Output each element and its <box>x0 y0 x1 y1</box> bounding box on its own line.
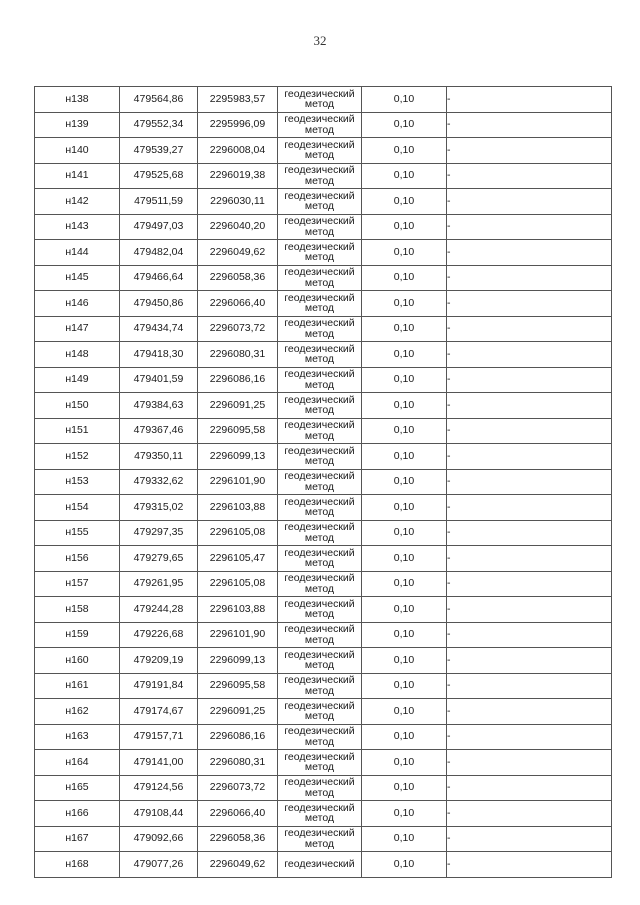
table-row <box>35 852 612 878</box>
point-id-cell: н162 <box>35 699 120 725</box>
method-line-2: метод <box>304 455 335 468</box>
x-coordinate-cell: 479350,11 <box>120 444 198 470</box>
note-cell: - <box>447 520 612 546</box>
method-cell <box>278 291 362 317</box>
x-coordinate-cell: 479539,27 <box>120 138 198 164</box>
method-line-2: метод <box>304 506 335 519</box>
point-id-cell: н160 <box>35 648 120 674</box>
x-coordinate-cell: 479434,74 <box>120 316 198 342</box>
table-row <box>35 112 612 138</box>
point-id-cell: н143 <box>35 214 120 240</box>
method-cell <box>278 138 362 164</box>
x-coordinate-cell: 479297,35 <box>120 520 198 546</box>
method-line-2: метод <box>304 735 335 748</box>
method-line-2: метод <box>304 98 335 111</box>
x-coordinate-cell: 479552,34 <box>120 112 198 138</box>
precision-cell: 0,10 <box>362 852 447 878</box>
note-cell: - <box>447 571 612 597</box>
table-row <box>35 240 612 266</box>
table-row <box>35 546 612 572</box>
method-cell <box>278 444 362 470</box>
precision-cell: 0,10 <box>362 520 447 546</box>
method-line-1: геодезический <box>284 342 355 355</box>
method-cell <box>278 673 362 699</box>
method-line-1: геодезический <box>284 521 355 534</box>
method-cell <box>278 189 362 215</box>
x-coordinate-cell: 479108,44 <box>120 801 198 827</box>
method-line-1: геодезический <box>284 648 355 661</box>
note-cell: - <box>447 291 612 317</box>
y-coordinate-cell: 2296099,13 <box>198 444 278 470</box>
method-cell <box>278 546 362 572</box>
y-coordinate-cell: 2296066,40 <box>198 291 278 317</box>
method-line-1: геодезический <box>284 444 355 457</box>
point-id-cell: н163 <box>35 724 120 750</box>
precision-cell: 0,10 <box>362 724 447 750</box>
y-coordinate-cell: 2296080,31 <box>198 342 278 368</box>
y-coordinate-cell: 2296058,36 <box>198 265 278 291</box>
precision-cell: 0,10 <box>362 673 447 699</box>
method-cell <box>278 240 362 266</box>
method-line-1: геодезический <box>284 597 355 610</box>
method-cell <box>278 775 362 801</box>
x-coordinate-cell: 479418,30 <box>120 342 198 368</box>
table-row <box>35 316 612 342</box>
note-cell: - <box>447 316 612 342</box>
x-coordinate-cell: 479511,59 <box>120 189 198 215</box>
point-id-cell: н154 <box>35 495 120 521</box>
y-coordinate-cell: 2296030,11 <box>198 189 278 215</box>
x-coordinate-cell: 479384,63 <box>120 393 198 419</box>
note-cell: - <box>447 138 612 164</box>
method-cell <box>278 367 362 393</box>
method-cell <box>278 418 362 444</box>
method-line-1: геодезический <box>284 495 355 508</box>
method-line-1: геодезический <box>284 393 355 406</box>
y-coordinate-cell: 2296080,31 <box>198 750 278 776</box>
table-row <box>35 393 612 419</box>
note-cell: - <box>447 597 612 623</box>
table-row <box>35 673 612 699</box>
note-cell: - <box>447 750 612 776</box>
x-coordinate-cell: 479401,59 <box>120 367 198 393</box>
method-line-1: геодезический <box>284 138 355 151</box>
method-cell <box>278 214 362 240</box>
precision-cell: 0,10 <box>362 775 447 801</box>
point-id-cell: н167 <box>35 826 120 852</box>
method-line-2: метод <box>304 684 335 697</box>
method-line-2: метод <box>304 608 335 621</box>
precision-cell: 0,10 <box>362 265 447 291</box>
note-cell: - <box>447 622 612 648</box>
precision-cell: 0,10 <box>362 393 447 419</box>
note-cell: - <box>447 801 612 827</box>
x-coordinate-cell: 479564,86 <box>120 87 198 113</box>
precision-cell: 0,10 <box>362 826 447 852</box>
x-coordinate-cell: 479209,19 <box>120 648 198 674</box>
table-row <box>35 342 612 368</box>
method-line-2: метод <box>304 480 335 493</box>
precision-cell: 0,10 <box>362 240 447 266</box>
table-row <box>35 444 612 470</box>
table-row <box>35 699 612 725</box>
method-line-1: геодезический <box>284 470 355 483</box>
x-coordinate-cell: 479332,62 <box>120 469 198 495</box>
table-body <box>35 87 612 878</box>
x-coordinate-cell: 479077,26 <box>120 852 198 878</box>
note-cell: - <box>447 367 612 393</box>
method-line-1: геодезический <box>284 240 355 253</box>
method-line-2: метод <box>304 837 335 850</box>
y-coordinate-cell: 2296095,58 <box>198 418 278 444</box>
y-coordinate-cell: 2296049,62 <box>198 852 278 878</box>
table-row <box>35 571 612 597</box>
point-id-cell: н147 <box>35 316 120 342</box>
point-id-cell: н142 <box>35 189 120 215</box>
precision-cell: 0,10 <box>362 495 447 521</box>
table-row <box>35 826 612 852</box>
method-line-1: геодезический <box>284 750 355 763</box>
method-cell <box>278 826 362 852</box>
method-cell <box>278 622 362 648</box>
method-line-2: метод <box>304 761 335 774</box>
note-cell: - <box>447 112 612 138</box>
x-coordinate-cell: 479174,67 <box>120 699 198 725</box>
method-cell <box>278 801 362 827</box>
table-row <box>35 367 612 393</box>
method-line-2: метод <box>304 200 335 213</box>
y-coordinate-cell: 2296058,36 <box>198 826 278 852</box>
method-cell <box>278 750 362 776</box>
x-coordinate-cell: 479525,68 <box>120 163 198 189</box>
method-cell <box>278 393 362 419</box>
precision-cell: 0,10 <box>362 138 447 164</box>
x-coordinate-cell: 479497,03 <box>120 214 198 240</box>
x-coordinate-cell: 479092,66 <box>120 826 198 852</box>
method-line-1: геодезический <box>284 699 355 712</box>
method-line-1: геодезический <box>284 623 355 636</box>
x-coordinate-cell: 479315,02 <box>120 495 198 521</box>
table-row <box>35 469 612 495</box>
page-number: 32 <box>313 33 327 48</box>
point-id-cell: н168 <box>35 852 120 878</box>
precision-cell: 0,10 <box>362 469 447 495</box>
method-line-1: геодезический <box>284 572 355 585</box>
point-id-cell: н164 <box>35 750 120 776</box>
method-line-2: метод <box>304 710 335 723</box>
method-line-2: метод <box>304 174 335 187</box>
method-cell <box>278 495 362 521</box>
x-coordinate-cell: 479279,65 <box>120 546 198 572</box>
table-row <box>35 622 612 648</box>
point-id-cell: н146 <box>35 291 120 317</box>
precision-cell: 0,10 <box>362 87 447 113</box>
method-line-1: геодезический <box>284 419 355 432</box>
point-id-cell: н144 <box>35 240 120 266</box>
note-cell: - <box>447 342 612 368</box>
point-id-cell: н141 <box>35 163 120 189</box>
note-cell: - <box>447 673 612 699</box>
method-line-1: геодезический <box>284 725 355 738</box>
method-line-2: метод <box>304 302 335 315</box>
method-line-2: метод <box>304 123 335 136</box>
table-row <box>35 418 612 444</box>
method-line-1: геодезический <box>284 827 355 840</box>
point-id-cell: н165 <box>35 775 120 801</box>
note-cell: - <box>447 87 612 113</box>
y-coordinate-cell: 2295983,57 <box>198 87 278 113</box>
method-line-2: метод <box>304 582 335 595</box>
method-cell <box>278 597 362 623</box>
y-coordinate-cell: 2296105,08 <box>198 571 278 597</box>
method-line-1: геодезический <box>284 317 355 330</box>
method-cell <box>278 265 362 291</box>
note-cell: - <box>447 495 612 521</box>
point-id-cell: н148 <box>35 342 120 368</box>
precision-cell: 0,10 <box>362 571 447 597</box>
point-id-cell: н140 <box>35 138 120 164</box>
table-row <box>35 597 612 623</box>
y-coordinate-cell: 2296091,25 <box>198 699 278 725</box>
table-row <box>35 801 612 827</box>
method-line-2: метод <box>304 429 335 442</box>
method-line-2: метод <box>304 633 335 646</box>
y-coordinate-cell: 2296066,40 <box>198 801 278 827</box>
precision-cell: 0,10 <box>362 189 447 215</box>
x-coordinate-cell: 479141,00 <box>120 750 198 776</box>
precision-cell: 0,10 <box>362 622 447 648</box>
point-id-cell: н139 <box>35 112 120 138</box>
y-coordinate-cell: 2296049,62 <box>198 240 278 266</box>
method-cell <box>278 342 362 368</box>
method-line-2: метод <box>304 251 335 264</box>
note-cell: - <box>447 826 612 852</box>
table-row <box>35 520 612 546</box>
note-cell: - <box>447 240 612 266</box>
method-line-1: геодезический <box>284 266 355 279</box>
method-cell <box>278 699 362 725</box>
y-coordinate-cell: 2296105,47 <box>198 546 278 572</box>
precision-cell: 0,10 <box>362 699 447 725</box>
y-coordinate-cell: 2296086,16 <box>198 367 278 393</box>
method-cell <box>278 852 362 878</box>
precision-cell: 0,10 <box>362 648 447 674</box>
x-coordinate-cell: 479157,71 <box>120 724 198 750</box>
point-id-cell: н151 <box>35 418 120 444</box>
x-coordinate-cell: 479226,68 <box>120 622 198 648</box>
x-coordinate-cell: 479261,95 <box>120 571 198 597</box>
method-cell <box>278 520 362 546</box>
table-row <box>35 724 612 750</box>
point-id-cell: н152 <box>35 444 120 470</box>
method-line-2: метод <box>304 327 335 340</box>
y-coordinate-cell: 2296101,90 <box>198 622 278 648</box>
table-row <box>35 750 612 776</box>
x-coordinate-cell: 479482,04 <box>120 240 198 266</box>
method-cell <box>278 112 362 138</box>
precision-cell: 0,10 <box>362 112 447 138</box>
y-coordinate-cell: 2295996,09 <box>198 112 278 138</box>
method-line-1: геодезический <box>284 801 355 814</box>
note-cell: - <box>447 546 612 572</box>
method-cell <box>278 87 362 113</box>
y-coordinate-cell: 2296019,38 <box>198 163 278 189</box>
method-line-2: метод <box>304 225 335 238</box>
note-cell: - <box>447 393 612 419</box>
precision-cell: 0,10 <box>362 546 447 572</box>
table-row <box>35 87 612 113</box>
note-cell: - <box>447 265 612 291</box>
table-row <box>35 495 612 521</box>
method-cell <box>278 316 362 342</box>
y-coordinate-cell: 2296105,08 <box>198 520 278 546</box>
y-coordinate-cell: 2296073,72 <box>198 316 278 342</box>
point-id-cell: н157 <box>35 571 120 597</box>
method-line-1: геодезический <box>284 776 355 789</box>
note-cell: - <box>447 469 612 495</box>
method-line-1: геодезический <box>284 164 355 177</box>
x-coordinate-cell: 479244,28 <box>120 597 198 623</box>
method-line-1: геодезический <box>284 291 355 304</box>
note-cell: - <box>447 699 612 725</box>
point-id-cell: н161 <box>35 673 120 699</box>
precision-cell: 0,10 <box>362 214 447 240</box>
y-coordinate-cell: 2296091,25 <box>198 393 278 419</box>
precision-cell: 0,10 <box>362 597 447 623</box>
precision-cell: 0,10 <box>362 444 447 470</box>
method-line-2: метод <box>304 659 335 672</box>
table-row <box>35 138 612 164</box>
point-id-cell: н145 <box>35 265 120 291</box>
method-line-1: геодезический <box>284 546 355 559</box>
table-row <box>35 265 612 291</box>
precision-cell: 0,10 <box>362 163 447 189</box>
point-id-cell: н159 <box>35 622 120 648</box>
note-cell: - <box>447 724 612 750</box>
point-id-cell: н155 <box>35 520 120 546</box>
precision-cell: 0,10 <box>362 801 447 827</box>
note-cell: - <box>447 648 612 674</box>
method-line-1: геодезический <box>284 857 355 870</box>
method-line-1: геодезический <box>284 215 355 228</box>
method-line-1: геодезический <box>284 674 355 687</box>
note-cell: - <box>447 852 612 878</box>
y-coordinate-cell: 2296103,88 <box>198 597 278 623</box>
precision-cell: 0,10 <box>362 750 447 776</box>
point-id-cell: н166 <box>35 801 120 827</box>
method-line-2: метод <box>304 786 335 799</box>
point-id-cell: н156 <box>35 546 120 572</box>
method-cell <box>278 469 362 495</box>
note-cell: - <box>447 444 612 470</box>
method-line-1: геодезический <box>284 368 355 381</box>
table-row <box>35 214 612 240</box>
method-line-2: метод <box>304 353 335 366</box>
y-coordinate-cell: 2296008,04 <box>198 138 278 164</box>
method-line-1: геодезический <box>284 87 355 100</box>
method-line-2: метод <box>304 378 335 391</box>
y-coordinate-cell: 2296095,58 <box>198 673 278 699</box>
coordinates-table <box>34 86 612 878</box>
point-id-cell: н138 <box>35 87 120 113</box>
y-coordinate-cell: 2296103,88 <box>198 495 278 521</box>
precision-cell: 0,10 <box>362 418 447 444</box>
table-row <box>35 775 612 801</box>
point-id-cell: н149 <box>35 367 120 393</box>
table-row <box>35 291 612 317</box>
method-line-2: метод <box>304 812 335 825</box>
point-id-cell: н150 <box>35 393 120 419</box>
x-coordinate-cell: 479191,84 <box>120 673 198 699</box>
y-coordinate-cell: 2296073,72 <box>198 775 278 801</box>
precision-cell: 0,10 <box>362 291 447 317</box>
method-cell <box>278 163 362 189</box>
method-cell <box>278 648 362 674</box>
note-cell: - <box>447 189 612 215</box>
method-line-1: геодезический <box>284 113 355 126</box>
precision-cell: 0,10 <box>362 367 447 393</box>
y-coordinate-cell: 2296099,13 <box>198 648 278 674</box>
note-cell: - <box>447 163 612 189</box>
table-row <box>35 163 612 189</box>
y-coordinate-cell: 2296101,90 <box>198 469 278 495</box>
x-coordinate-cell: 479450,86 <box>120 291 198 317</box>
method-cell <box>278 571 362 597</box>
table-row <box>35 189 612 215</box>
x-coordinate-cell: 479367,46 <box>120 418 198 444</box>
precision-cell: 0,10 <box>362 316 447 342</box>
table-row <box>35 648 612 674</box>
y-coordinate-cell: 2296040,20 <box>198 214 278 240</box>
method-line-2: метод <box>304 557 335 570</box>
method-cell <box>278 724 362 750</box>
x-coordinate-cell: 479466,64 <box>120 265 198 291</box>
note-cell: - <box>447 418 612 444</box>
note-cell: - <box>447 214 612 240</box>
method-line-2: метод <box>304 531 335 544</box>
method-line-2: метод <box>304 276 335 289</box>
note-cell: - <box>447 775 612 801</box>
method-line-1: геодезический <box>284 189 355 202</box>
y-coordinate-cell: 2296086,16 <box>198 724 278 750</box>
method-line-2: метод <box>304 404 335 417</box>
point-id-cell: н153 <box>35 469 120 495</box>
x-coordinate-cell: 479124,56 <box>120 775 198 801</box>
method-line-2: метод <box>304 149 335 162</box>
point-id-cell: н158 <box>35 597 120 623</box>
precision-cell: 0,10 <box>362 342 447 368</box>
